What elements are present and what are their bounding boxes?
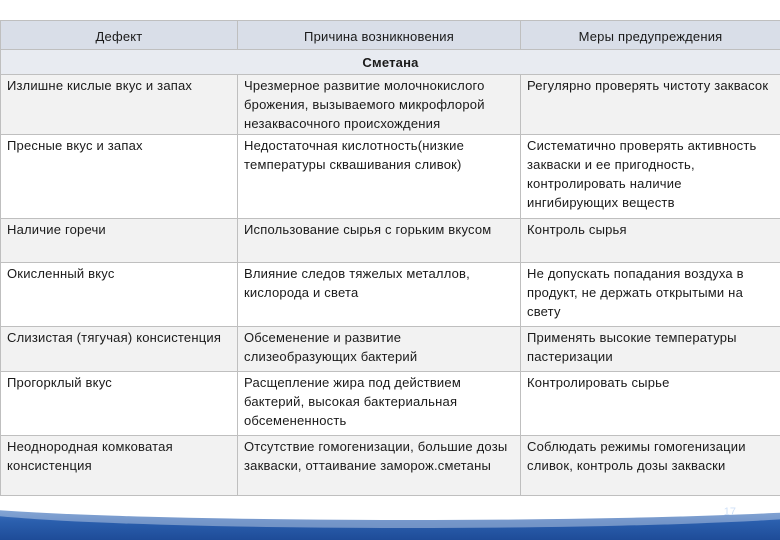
table-row [1,436,780,496]
table-row [1,327,780,372]
cell-defect: Излишне кислые вкус и запах [1,75,238,135]
defects-table [0,20,780,496]
cell-prevention: Не допускать попадания воздуха в продукт, не держать открытыми на свету [521,263,780,327]
table-row [1,135,780,219]
footer-band [0,506,780,540]
table-row [1,219,780,263]
table-row [1,263,780,327]
cell-cause: Отсутствие гомогенизации, большие дозы закваски, оттаивание заморож.сметаны [238,436,521,496]
cell-cause: Чрезмерное развитие молочнокислого брожения, вызываемого микрофлорой незаквасочного происхождения [238,75,521,135]
header-prevention: Меры предупреждения [521,21,780,50]
cell-cause: Использование сырья с горьким вкусом [238,219,521,263]
cell-defect: Прогорклый вкус [1,372,238,436]
cell-cause: Обсеменение и развитие слизеобразующих бактерий [238,327,521,372]
header-defect: Дефект [1,21,238,50]
cell-prevention: Соблюдать режимы гомогенизации сливок, контроль дозы закваски [521,436,780,496]
section-title: Сметана [1,50,780,75]
cell-prevention: Контролировать сырье [521,372,780,436]
cell-defect: Окисленный вкус [1,263,238,327]
cell-prevention: Систематично проверять активность закваски и ее пригодность, контролировать наличие ингибирующих веществ [521,135,780,219]
table-header-row [1,21,780,50]
cell-cause: Недостаточная кислотность(низкие температуры сквашивания сливок) [238,135,521,219]
section-row [1,50,780,75]
table-row [1,372,780,436]
cell-prevention: Контроль сырья [521,219,780,263]
cell-defect: Слизистая (тягучая) консистенция [1,327,238,372]
cell-defect: Наличие горечи [1,219,238,263]
cell-cause: Расщепление жира под действием бактерий, высокая бактериальная обсемененность [238,372,521,436]
cell-defect: Неоднородная комковатая консистенция [1,436,238,496]
page-number: 17 [723,506,736,518]
cell-defect: Пресные вкус и запах [1,135,238,219]
table-row [1,75,780,135]
cell-prevention: Применять высокие температуры пастеризации [521,327,780,372]
header-cause: Причина возникновения [238,21,521,50]
cell-prevention: Регулярно проверять чистоту заквасок [521,75,780,135]
cell-cause: Влияние следов тяжелых металлов, кислорода и света [238,263,521,327]
